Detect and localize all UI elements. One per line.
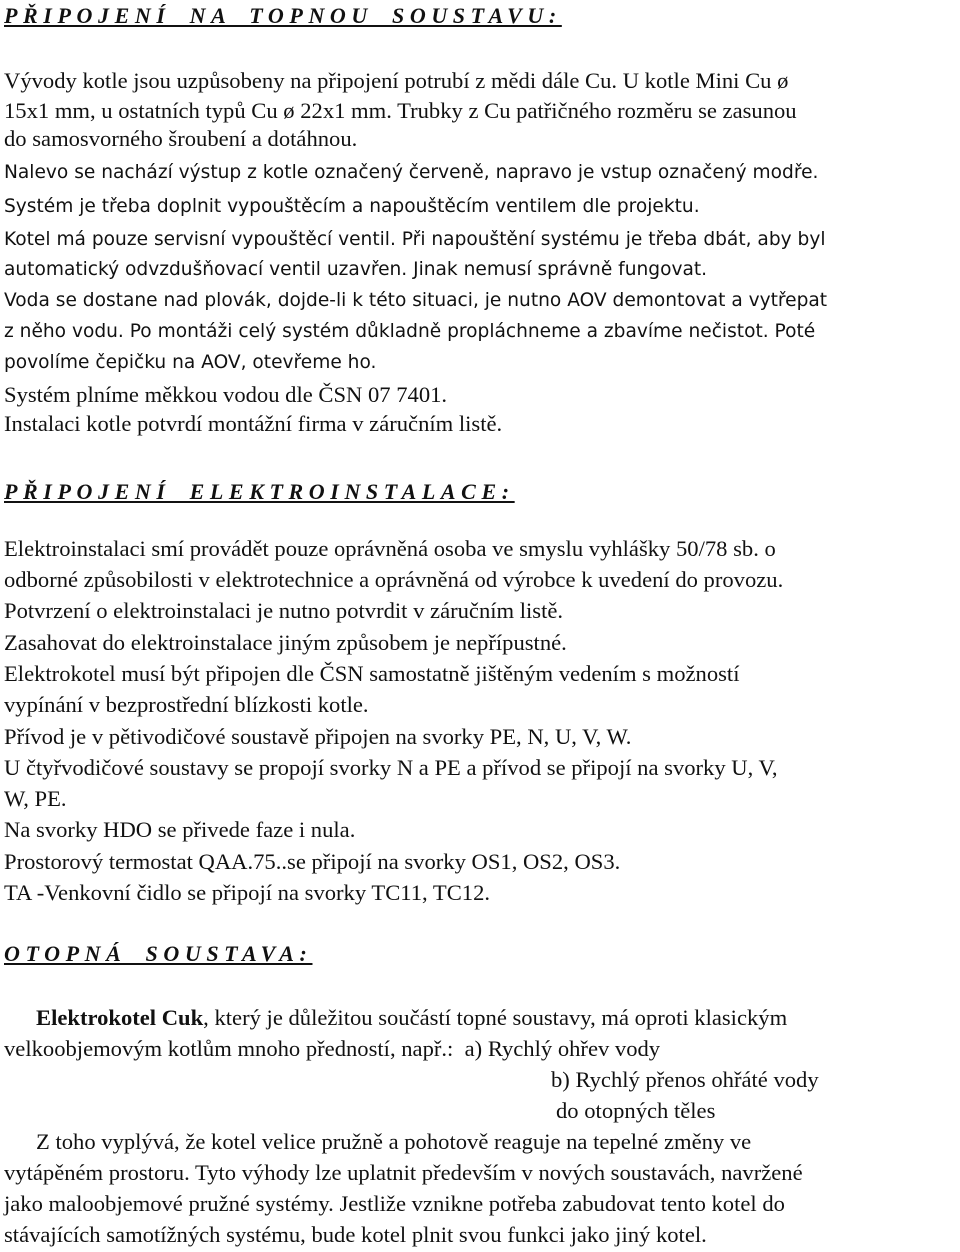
paragraph-line: Systém plníme měkkou vodou dle ČSN 07 7401.: [4, 382, 448, 407]
paragraph-line: vypínání v bezprostřední blízkosti kotle.: [4, 692, 369, 717]
paragraph-line: Potvrzení o elektroinstalaci je nutno potvrdit v záručním listě.: [4, 598, 564, 623]
paragraph-line: Voda se dostane nad plovák, dojde-li k této situaci, je nutno AOV demontovat a vytřepat: [4, 290, 828, 311]
paragraph-line: z něho vodu. Po montáži celý systém důkladně propláchneme a zbavíme nečistot. Poté: [4, 321, 816, 342]
paragraph-line: Systém je třeba doplnit vypouštěcím a napouštěcím ventilem dle projektu.: [4, 196, 700, 217]
paragraph-line: Elektrokotel Cuk, který je důležitou součástí topné soustavy, má oproti klasickým: [36, 1005, 788, 1030]
paragraph-line: stávajících samotížných systému, bude kotel plnit svou funkci jako jiný kotel.: [4, 1222, 707, 1247]
paragraph-line: U čtyřvodičové soustavy se propojí svorky N a PE a přívod se připojí na svorky U, V,: [4, 755, 778, 780]
list-item: do otopných těles: [556, 1098, 716, 1123]
paragraph-line: Kotel má pouze servisní vypouštěcí ventil. Při napouštění systému je třeba dbát, aby byl: [4, 229, 826, 250]
paragraph-line: 15x1 mm, u ostatních typů Cu ø 22x1 mm. Trubky z Cu patřičného rozměru se zasunou: [4, 98, 797, 123]
product-name: Elektrokotel Cuk: [36, 1005, 204, 1030]
paragraph-line: odborné způsobilosti v elektrotechnice a oprávněná od výrobce k uvedení do provozu.: [4, 567, 784, 592]
paragraph-line: velkoobjemovým kotlům mnoho předností, např.: a) Rychlý ohřev vody: [4, 1036, 661, 1061]
paragraph-line: Na svorky HDO se přivede faze i nula.: [4, 817, 356, 842]
paragraph-line: Z toho vyplývá, že kotel velice pružně a pohotově reaguje na tepelné změny ve: [36, 1129, 752, 1154]
paragraph-line: TA -Venkovní čidlo se připojí na svorky TC11, TC12.: [4, 880, 491, 905]
paragraph-line: Elektroinstalaci smí provádět pouze oprávněná osoba ve smyslu vyhlášky 50/78 sb. o: [4, 536, 776, 561]
paragraph-line: Elektrokotel musí být připojen dle ČSN samostatně jištěným vedením s možností: [4, 661, 740, 686]
list-item: b) Rychlý přenos ohřáté vody: [551, 1067, 819, 1092]
paragraph-line: Prostorový termostat QAA.75..se připojí na svorky OS1, OS2, OS3.: [4, 849, 621, 874]
paragraph-line: Nalevo se nachází výstup z kotle označený červeně, napravo je vstup označený modře.: [4, 162, 819, 183]
paragraph-line: povolíme čepičku na AOV, otevřeme ho.: [4, 352, 377, 373]
paragraph-line: Zasahovat do elektroinstalace jiným způsobem je nepřípustné.: [4, 630, 567, 655]
paragraph-line: vytápěném prostoru. Tyto výhody lze uplatnit především v nových soustavách, navržené: [4, 1160, 803, 1185]
section-heading-heating-system: OTOPNÁ SOUSTAVA:: [4, 941, 313, 966]
paragraph-line: do samosvorného šroubení a dotáhnou.: [4, 126, 358, 151]
paragraph-line: Instalaci kotle potvrdí montážní firma v záručním listě.: [4, 411, 503, 436]
section-heading-electrical-connection: PŘIPOJENÍ ELEKTROINSTALACE:: [4, 479, 515, 504]
paragraph-line: W, PE.: [4, 786, 67, 811]
paragraph-line: Přívod je v pětivodičové soustavě připojen na svorky PE, N, U, V, W.: [4, 724, 632, 749]
paragraph-line: Vývody kotle jsou uzpůsobeny na připojení potrubí z mědi dále Cu. U kotle Mini Cu ø: [4, 68, 789, 93]
section-heading-heating-connection: PŘIPOJENÍ NA TOPNOU SOUSTAVU:: [4, 3, 562, 28]
paragraph-line: automatický odvzdušňovací ventil uzavřen. Jinak nemusí správně fungovat.: [4, 259, 708, 280]
paragraph-line: jako maloobjemové pružné systémy. Jestliže vznikne potřeba zabudovat tento kotel do: [4, 1191, 785, 1216]
